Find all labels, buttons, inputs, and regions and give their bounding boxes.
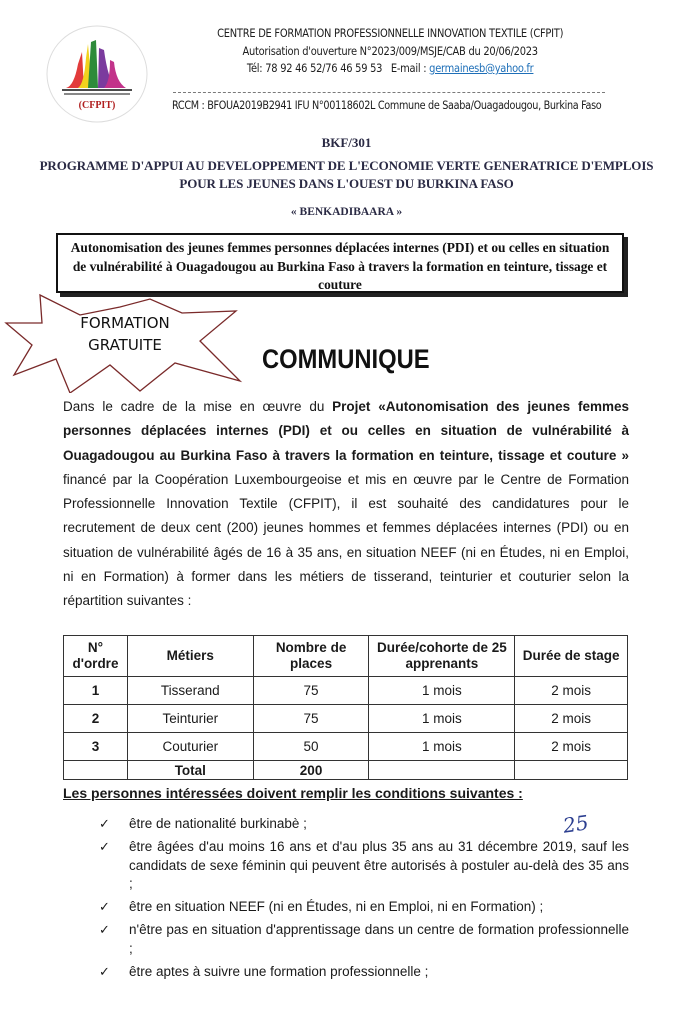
cell-places: 50 xyxy=(253,733,369,761)
conditions-list xyxy=(63,815,629,986)
condition-text: être âgées d'au moins 16 ans et d'au plus 35 ans au 31 décembre 2019, sauf les candidats de sexe féminin qui peuvent être autorisés à postuler au-delà des 35 ans ; xyxy=(129,839,629,891)
contact-line xyxy=(170,60,610,78)
condition-text: n'être pas en situation d'apprentissage dans un centre de formation professionnelle ; xyxy=(129,922,629,956)
list-item xyxy=(63,963,629,982)
table-row xyxy=(64,705,628,733)
email-label: E-mail : xyxy=(390,61,427,75)
cell-trade: Tisserand xyxy=(127,677,253,705)
col-header-places: Nombre de places xyxy=(253,636,369,677)
cell-order: 3 xyxy=(64,733,128,761)
condition-text: être de nationalité burkinabè ; xyxy=(129,816,307,831)
org-name: CENTRE DE FORMATION PROFESSIONNELLE INNOVATION TEXTILE (CFPIT) xyxy=(217,26,564,40)
table-row xyxy=(64,677,628,705)
badge-line1: FORMATION xyxy=(80,314,170,332)
table-header-row xyxy=(64,636,628,677)
cell-stage: 2 mois xyxy=(515,705,628,733)
table-total-row xyxy=(64,761,628,780)
col-header-internship-duration: Durée de stage xyxy=(515,636,628,677)
list-item xyxy=(63,815,629,834)
program-name: « BENKADIBAARA » xyxy=(290,206,403,218)
cell-empty xyxy=(64,761,128,780)
handwritten-correction: 25 xyxy=(561,810,590,838)
logo-label: (CFPIT) xyxy=(78,100,116,111)
col-header-order: N° d'ordre xyxy=(64,636,128,677)
free-training-badge xyxy=(60,312,190,356)
intro-text: Dans le cadre de la mise en œuvre du xyxy=(63,399,333,414)
page-heading: COMMUNIQUE xyxy=(262,344,430,374)
list-item xyxy=(63,838,629,894)
condition-text: être aptes à suivre une formation professionnelle ; xyxy=(129,963,429,979)
checkmark-icon: ✓ xyxy=(99,963,110,979)
organization-info xyxy=(170,25,610,78)
cell-trade: Teinturier xyxy=(127,705,253,733)
badge-line2: GRATUITE xyxy=(88,336,162,354)
cell-stage: 2 mois xyxy=(515,677,628,705)
phone: Tél: 78 92 46 52/76 46 59 53 xyxy=(246,61,383,75)
announcement-paragraph xyxy=(63,395,629,614)
list-item xyxy=(63,921,629,958)
col-header-cohort-duration: Durée/cohorte de 25 apprenants xyxy=(369,636,515,677)
cfpit-logo xyxy=(44,24,150,124)
cell-order: 2 xyxy=(64,705,128,733)
program-title xyxy=(0,157,693,193)
table-row xyxy=(64,733,628,761)
cell-places: 75 xyxy=(253,677,369,705)
rccm-line: RCCM : BFOUA2019B2941 IFU N°00118602L Commune de Saaba/Ouagadougou, Burkina Faso xyxy=(172,98,602,112)
authorization: Autorisation d'ouverture N°2023/009/MSJE/CAB du 20/06/2023 xyxy=(242,43,538,58)
reference-code: BKF/301 xyxy=(321,135,372,150)
body-rest: financé par la Coopération Luxembourgeoise et mis en œuvre par le Centre de Formation Professionnelle Innovation Textile (CFPIT), il est souhaité des candidatures pour le recrutement de deux cent (200) jeunes hommes et femmes déplacées internes (PDI) ou en situation de vulnérabilité âgés de 16 à 35 ans, en situation NEEF (ni en Études, ni en Emploi, ni en Formation) à former dans les métiers de tisserand, teinturier et couturier selon la répartition suivantes : xyxy=(63,471,629,609)
checkmark-icon: ✓ xyxy=(99,922,110,937)
cell-cohort: 1 mois xyxy=(369,677,515,705)
condition-text: être en situation NEEF (ni en Études, ni en Emploi, ni en Formation) ; xyxy=(129,899,544,914)
header-divider xyxy=(173,92,605,93)
checkmark-icon: ✓ xyxy=(99,816,110,831)
list-item xyxy=(63,898,629,917)
cell-trade: Couturier xyxy=(127,733,253,761)
cell-places: 75 xyxy=(253,705,369,733)
program-title-line2: POUR LES JEUNES DANS L'OUEST DU BURKINA FASO xyxy=(179,176,514,191)
conditions-title: Les personnes intéressées doivent remplir les conditions suivantes : xyxy=(63,785,523,801)
distribution-table xyxy=(63,635,628,780)
letterhead xyxy=(0,0,693,125)
cell-empty xyxy=(515,761,628,780)
total-label: Total xyxy=(127,761,253,780)
cell-stage: 2 mois xyxy=(515,733,628,761)
email-link[interactable]: germainesb@yahoo.fr xyxy=(429,61,534,75)
project-title-box: Autonomisation des jeunes femmes personnes déplacées internes (PDI) et ou celles en situation de vulnérabilité à Ouagadougou au Burkina Faso à travers la formation en teinture, tissage et couture xyxy=(56,233,624,293)
project-name-bold: Projet «Autonomisation des jeunes femmes personnes déplacées internes (PDI) et ou celles en situation de vulnérabilité à Ouagadougou au Burkina Faso à travers la formation en teinture, tissage et couture » xyxy=(63,399,629,463)
program-title-line1: PROGRAMME D'APPUI AU DEVELOPPEMENT DE L'ECONOMIE VERTE GENERATRICE D'EMPLOIS xyxy=(39,158,654,173)
cell-order: 1 xyxy=(64,677,128,705)
col-header-trade: Métiers xyxy=(127,636,253,677)
total-value: 200 xyxy=(253,761,369,780)
cell-cohort: 1 mois xyxy=(369,733,515,761)
checkmark-icon: ✓ xyxy=(99,839,110,854)
cell-cohort: 1 mois xyxy=(369,705,515,733)
cell-empty xyxy=(369,761,515,780)
checkmark-icon: ✓ xyxy=(99,899,110,914)
